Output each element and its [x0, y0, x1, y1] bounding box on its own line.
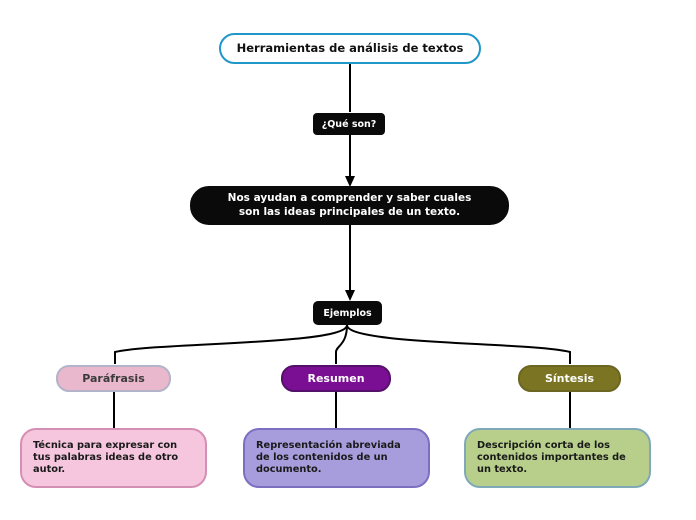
- node-examples-label: Ejemplos: [323, 307, 372, 319]
- node-definition-line1: Nos ayudan a comprender y saber cuales: [227, 192, 472, 205]
- node-description-sintesis-text: Descripción corta de los contenidos importantes de un texto.: [477, 439, 626, 476]
- node-category-sintesis-label: Síntesis: [544, 371, 595, 385]
- node-root-title[interactable]: [219, 33, 481, 64]
- node-category-parafrasis-label: Paráfrasis: [82, 371, 145, 385]
- node-description-parafrasis[interactable]: [20, 428, 207, 488]
- node-description-parafrasis-text: Técnica para expresar con tus palabras ideas de otro autor.: [33, 439, 179, 476]
- node-description-sintesis[interactable]: [464, 428, 651, 488]
- node-definition[interactable]: [190, 186, 509, 225]
- node-category-parafrasis[interactable]: [56, 365, 171, 392]
- node-examples[interactable]: [313, 301, 382, 325]
- node-category-resumen[interactable]: [281, 365, 391, 392]
- node-description-resumen[interactable]: [243, 428, 430, 488]
- edge-label-que-son-text: ¿Qué son?: [321, 118, 377, 130]
- node-description-resumen-text: Representación abreviada de los contenidos de un documento.: [256, 439, 401, 476]
- edge-label-que-son[interactable]: [313, 113, 385, 135]
- node-root-title-label: Herramientas de análisis de textos: [236, 41, 464, 56]
- node-definition-line2: son las ideas principales de un texto.: [238, 205, 461, 218]
- node-category-sintesis[interactable]: [518, 365, 621, 392]
- node-category-resumen-label: Resumen: [307, 371, 365, 385]
